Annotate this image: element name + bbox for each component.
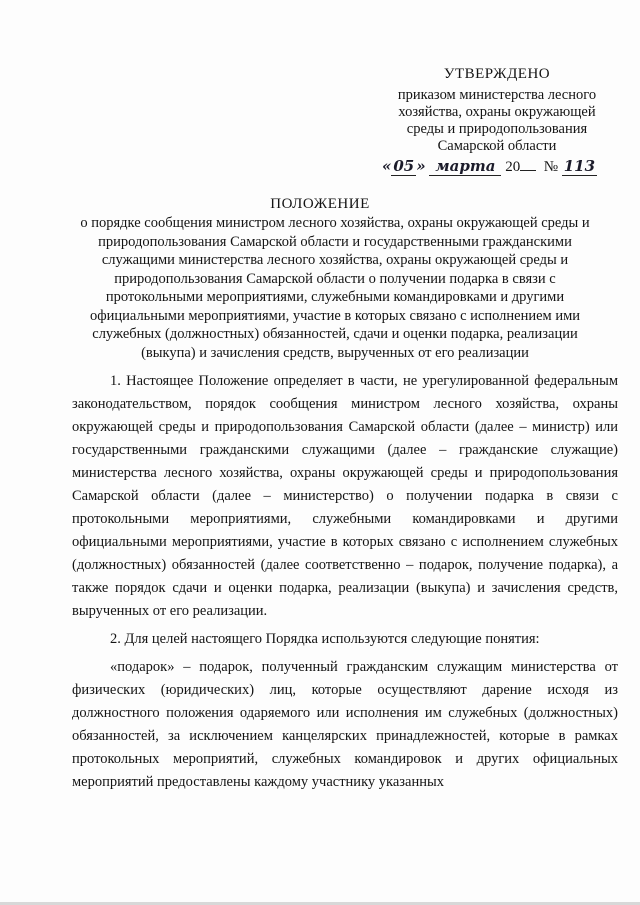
approval-line: хозяйства, охраны окружающей <box>398 104 596 120</box>
date-day: 05 <box>393 157 415 175</box>
approval-line: среды и природопользования <box>406 121 588 137</box>
number-value: 113 <box>563 157 596 175</box>
paragraph-3: «подарок» – подарок, полученный гражданским служащим министерства от физических (юридических) лиц, которые осуществляют дарение исходя из должностного положения одаряемого или исполнения им служебных (должностных) обязанностей, за исключением канцелярских принадлежностей, которые в рамках протокольных мероприятий, служебных командировок и других официальных мероприятий предоставлены каждому участнику указанных <box>72 659 618 790</box>
approval-stamp <box>372 66 622 176</box>
subtitle-line: природопользования Самарской области о получении подарка в связи с <box>114 270 556 287</box>
approval-line: Самарской области <box>437 138 557 154</box>
date-month: марта <box>429 158 501 176</box>
date-year-prefix: 20 <box>505 159 521 175</box>
subtitle-line: протокольными мероприятиями, служебными командировками и другими <box>105 289 565 305</box>
paragraph-1: 1. Настоящее Положение определяет в части, не урегулированной федеральным законодательством, порядок сообщения министром лесного хозяйства, охраны окружающей среды и природопользования Самарской области (далее – министр) или государственными гражданскими служащими (далее – гражданские служащие) министерства лесного хозяйства, охраны окружающей среды и природопользования Самарской области (далее – министерство) о получении подарка в связи с протокольными мероприятиями, служебными командировками и другими официальными мероприятиями, участие в которых связано с исполнением служебных (должностных) обязанностей (далее соответственно – подарок, получение подарка), а также порядок сдачи и оценки подарка, реализации (выкупа) и зачисления средств, вырученных от его реализации. <box>72 373 618 619</box>
approval-line: приказом министерства лесного <box>397 87 597 103</box>
subtitle-line: официальными мероприятиями, участие в которых связано с исполнением ими <box>89 307 581 324</box>
subtitle-line: природопользования Самарской области и государственными гражданскими <box>98 233 572 250</box>
subtitle-line: служащими министерства лесного хозяйства, охраны окружающей среды и <box>101 252 569 268</box>
subtitle-line: о порядке сообщения министром лесного хозяйства, охраны окружающей среды и <box>80 215 590 231</box>
approval-heading: УТВЕРЖДЕНО <box>443 66 551 82</box>
approval-date-line <box>372 158 622 176</box>
subtitle-line: (выкупа) и зачисления средств, вырученных от его реализации <box>141 344 529 361</box>
document-title: ПОЛОЖЕНИЕ <box>270 196 370 212</box>
date-close-quote: » <box>416 157 426 175</box>
subtitle-line: служебных (должностных) обязанностей, сдачи и оценки подарка, реализации <box>92 326 578 342</box>
paragraph-2: 2. Для целей настоящего Порядка используются следующие понятия: <box>110 631 540 647</box>
document-body <box>72 370 618 794</box>
date-open-quote: « <box>382 157 392 175</box>
number-sign: № <box>543 159 558 175</box>
document-subtitle <box>50 214 620 362</box>
date-year-blank <box>520 170 536 171</box>
